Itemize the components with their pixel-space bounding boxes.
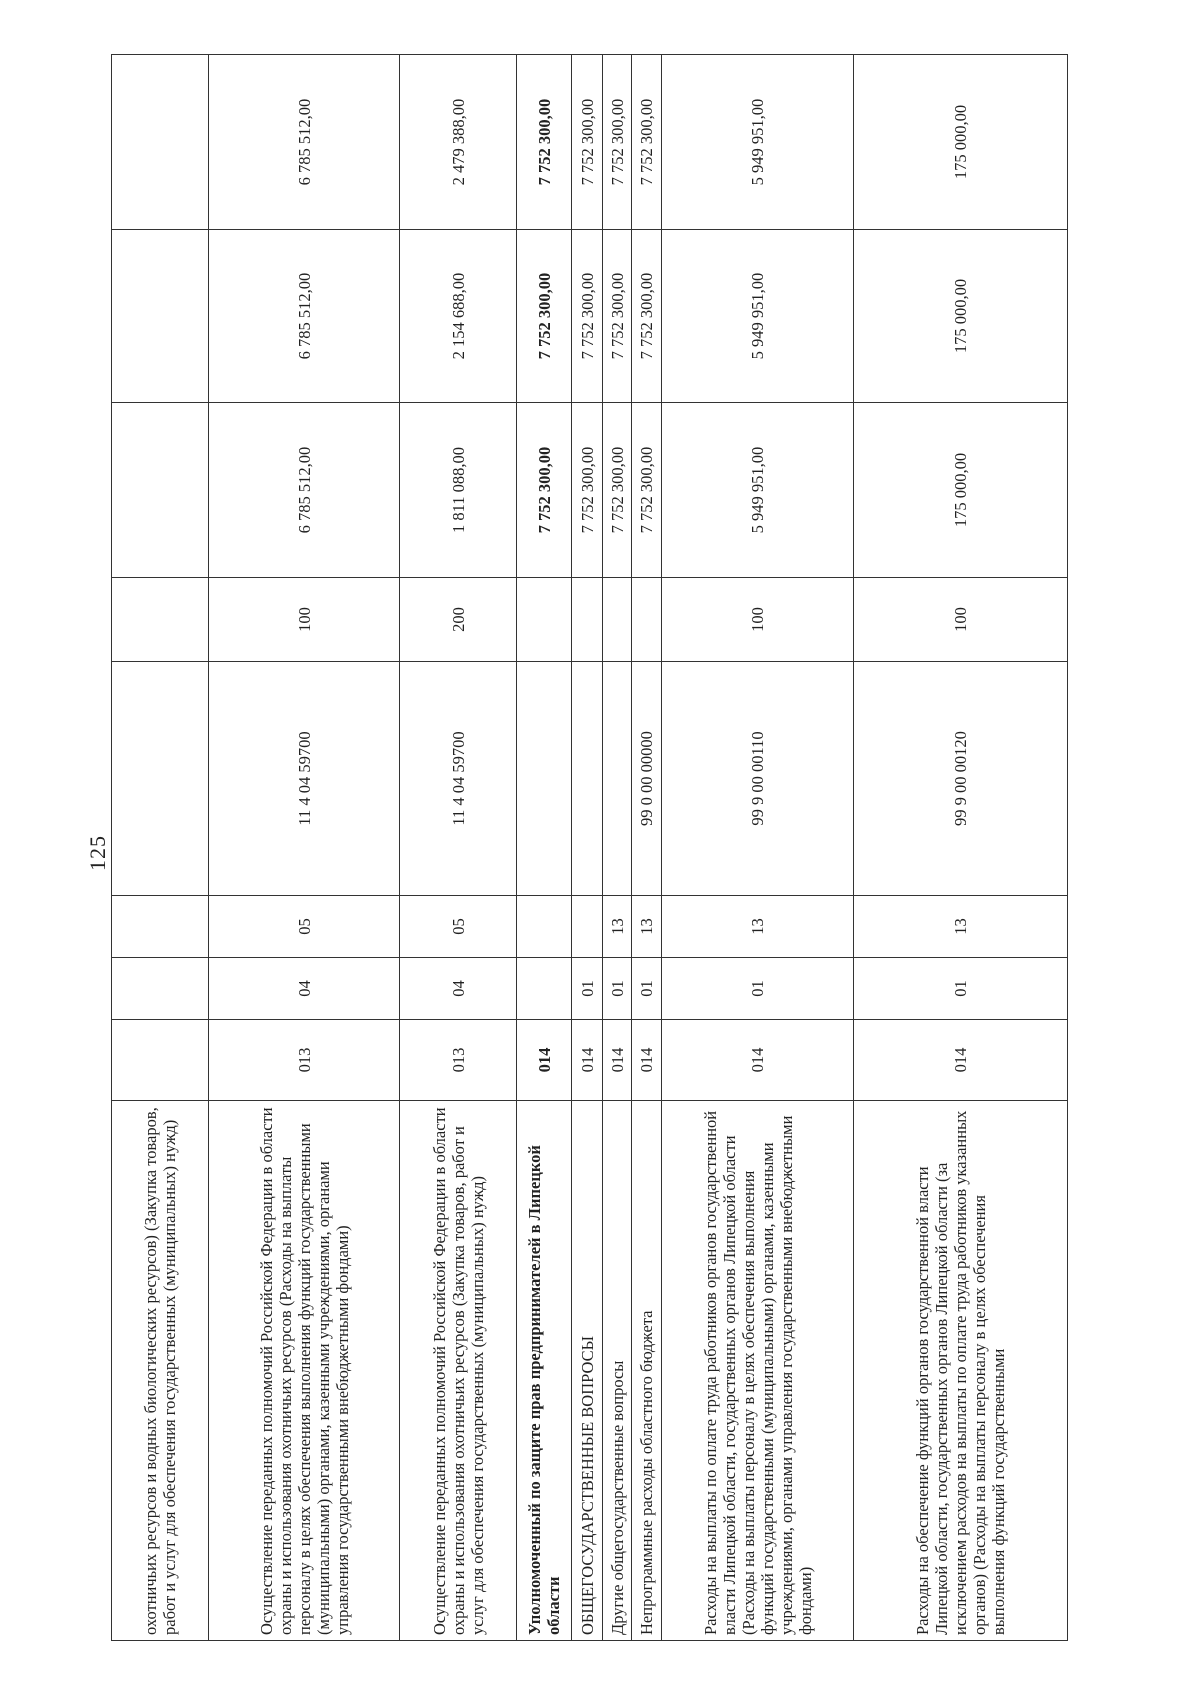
row-description: Расходы на выплаты по оплате труда работников органов государственной власти Липецкой области, государственных органов Липецкой области (Расходы на выплаты персоналу в целях обеспечения выполнения функций государственными (муниципальными) органами, казенными учреждениями, органами управления государственными внебюджетными фондами) [662,1101,854,1641]
vr-code: 100 [854,578,1068,662]
csr-code [572,662,603,896]
amount-year-3: 6 785 512,00 [209,55,400,230]
table-row [112,55,209,1641]
amount-year-2: 6 785 512,00 [209,230,400,403]
gr-code: 014 [603,1020,632,1101]
row-description: охотничьих ресурсов и водных биологических ресурсов) (Закупка товаров, работ и услуг для обеспечения государственных (муниципальных) нужд) [112,1101,209,1641]
pr-code: 05 [400,896,517,958]
amount-year-3 [112,55,209,230]
csr-code: 99 0 00 00000 [632,662,662,896]
amount-year-3: 7 752 300,00 [572,55,603,230]
amount-year-2: 175 000,00 [854,230,1068,403]
budget-table [111,54,1068,1641]
pr-code [517,896,572,958]
amount-year-3: 175 000,00 [854,55,1068,230]
gr-code: 014 [662,1020,854,1101]
row-description: Осуществление переданных полномочий Российской Федерации в области охраны и использования охотничьих ресурсов (Закупка товаров, работ и услуг для обеспечения государственных (муниципальных) нужд) [400,1101,517,1641]
rotated-page-content [111,55,1079,1641]
amount-year-1: 7 752 300,00 [603,403,632,578]
csr-code [603,662,632,896]
pr-code: 05 [209,896,400,958]
row-description: Расходы на обеспечение функций органов государственной власти Липецкой области, государственных органов Липецкой области (за исключением расходов на выплаты по оплате труда работников указанных органов) (Расходы на выплаты персоналу в целях обеспечения выполнения функций государственными [854,1101,1068,1641]
gr-code: 013 [209,1020,400,1101]
amount-year-3: 5 949 951,00 [662,55,854,230]
table-row [662,55,854,1641]
csr-code [517,662,572,896]
amount-year-3: 7 752 300,00 [603,55,632,230]
vr-code [517,578,572,662]
amount-year-1: 5 949 951,00 [662,403,854,578]
vr-code: 200 [400,578,517,662]
vr-code [603,578,632,662]
pr-code: 13 [632,896,662,958]
gr-code: 014 [572,1020,603,1101]
gr-code: 013 [400,1020,517,1101]
amount-year-1: 175 000,00 [854,403,1068,578]
pr-code: 13 [603,896,632,958]
gr-code: 014 [517,1020,572,1101]
rz-code: 01 [603,958,632,1020]
gr-code: 014 [854,1020,1068,1101]
gr-code: 014 [632,1020,662,1101]
rz-code: 01 [632,958,662,1020]
pr-code: 13 [854,896,1068,958]
amount-year-2 [112,230,209,403]
amount-year-1: 7 752 300,00 [517,403,572,578]
pr-code: 13 [662,896,854,958]
row-description: Другие общегосударственные вопросы [603,1101,632,1641]
row-description: Непрограммные расходы областного бюджета [632,1101,662,1641]
vr-code [112,578,209,662]
amount-year-3: 2 479 388,00 [400,55,517,230]
amount-year-2: 7 752 300,00 [603,230,632,403]
csr-code [112,662,209,896]
table-row [517,55,572,1641]
vr-code [572,578,603,662]
amount-year-1: 1 811 088,00 [400,403,517,578]
pr-code [572,896,603,958]
csr-code: 11 4 04 59700 [400,662,517,896]
row-description: Осуществление переданных полномочий Российской Федерации в области охраны и использования охотничьих ресурсов (Расходы на выплаты персоналу в целях обеспечения выполнения функций государственными (муниципальными) органами, казенными учреждениями, органами управления государственными внебюджетными фондами) [209,1101,400,1641]
amount-year-1: 6 785 512,00 [209,403,400,578]
table-row [854,55,1068,1641]
row-description: Уполномоченный по защите прав предпринимателей в Липецкой области [517,1101,572,1641]
amount-year-1: 7 752 300,00 [632,403,662,578]
table-row [209,55,400,1641]
amount-year-2: 7 752 300,00 [572,230,603,403]
table-row [603,55,632,1641]
table-row [400,55,517,1641]
amount-year-2: 7 752 300,00 [517,230,572,403]
row-description: ОБЩЕГОСУДАРСТВЕННЫЕ ВОПРОСЫ [572,1101,603,1641]
rz-code: 01 [854,958,1068,1020]
rz-code [112,958,209,1020]
gr-code [112,1020,209,1101]
amount-year-1 [112,403,209,578]
csr-code: 99 9 00 00110 [662,662,854,896]
vr-code: 100 [209,578,400,662]
vr-code: 100 [662,578,854,662]
vr-code [632,578,662,662]
amount-year-1: 7 752 300,00 [572,403,603,578]
rz-code: 04 [209,958,400,1020]
amount-year-3: 7 752 300,00 [632,55,662,230]
amount-year-2: 2 154 688,00 [400,230,517,403]
rz-code: 01 [572,958,603,1020]
amount-year-2: 5 949 951,00 [662,230,854,403]
page-number: 125 [85,835,110,871]
rz-code: 04 [400,958,517,1020]
pr-code [112,896,209,958]
csr-code: 11 4 04 59700 [209,662,400,896]
rz-code [517,958,572,1020]
table-row [572,55,603,1641]
amount-year-3: 7 752 300,00 [517,55,572,230]
amount-year-2: 7 752 300,00 [632,230,662,403]
csr-code: 99 9 00 00120 [854,662,1068,896]
rz-code: 01 [662,958,854,1020]
table-row [632,55,662,1641]
